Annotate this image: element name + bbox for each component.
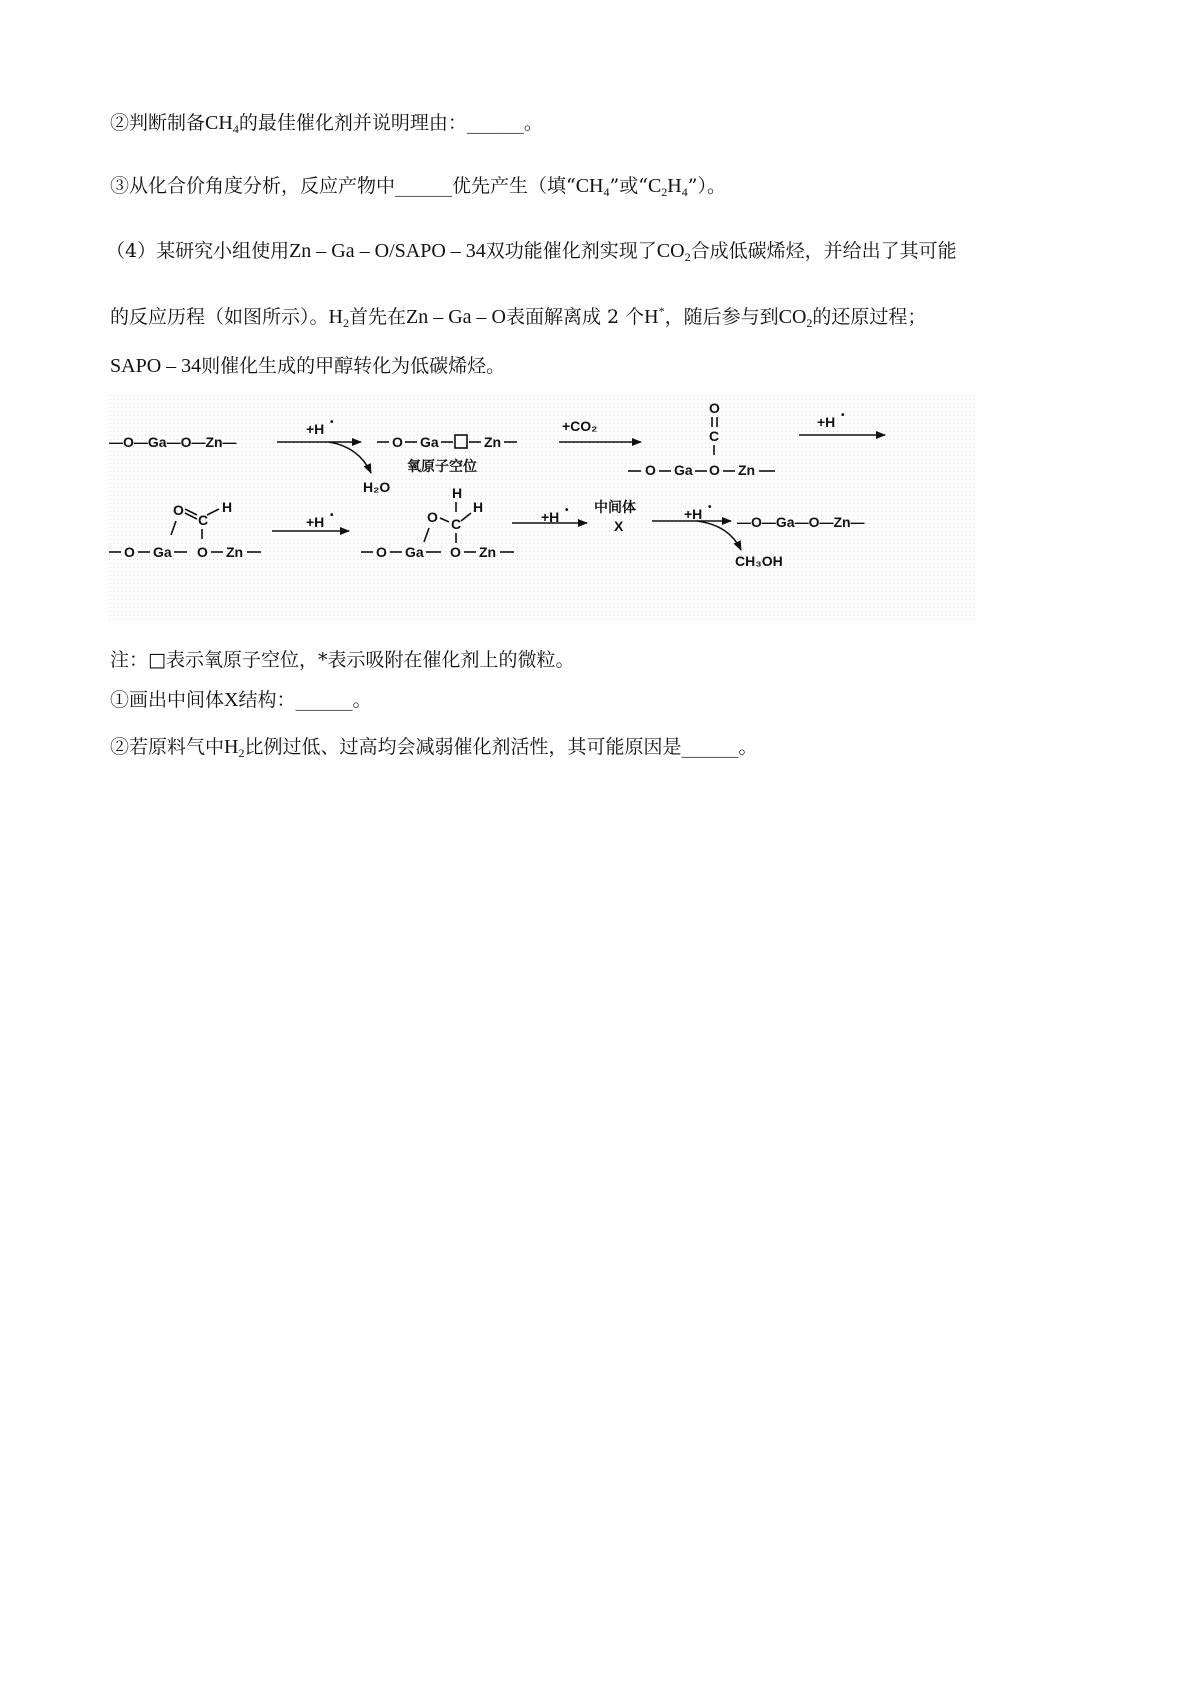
svg-text:X: X: [614, 518, 624, 534]
ch3oh-product: CH₃OH: [735, 553, 783, 569]
sapo-formula: SAPO – 34: [110, 355, 202, 377]
svg-text:H: H: [452, 485, 463, 501]
svg-text:Ga: Ga: [153, 544, 172, 560]
svg-text:O: O: [376, 544, 387, 560]
svg-text:O: O: [392, 434, 403, 450]
svg-text:Ga: Ga: [405, 544, 424, 560]
zn-ga-o-formula: Zn – Ga – O: [405, 306, 506, 328]
qh2-text: ②若原料气中: [110, 736, 225, 758]
question-2-line: [110, 112, 543, 136]
chain-start: —O—Ga—O—Zn—: [109, 434, 237, 450]
svg-text:O: O: [709, 400, 720, 416]
x-symbol: X: [224, 689, 239, 711]
catalyst-formula: Zn – Ga – O/SAPO – 34: [289, 240, 486, 262]
question-h2-ratio: [110, 736, 758, 760]
ch4-formula: $CH_4$: [575, 175, 610, 199]
p4-l1-b: 双功能催化剂实现了: [485, 240, 657, 262]
svg-text:•: •: [708, 502, 712, 513]
p4-l2-a: 的反应历程（如图所示）。: [110, 306, 329, 328]
h-star-formula: H*: [644, 304, 665, 328]
q2-tail: 的最佳催化剂并说明理由：______。: [238, 112, 543, 134]
svg-text:+CO₂: +CO₂: [562, 418, 598, 434]
co2-formula: $CO_2$: [778, 306, 813, 330]
svg-text:Zn: Zn: [484, 434, 502, 450]
svg-text:O: O: [450, 544, 461, 560]
part-4-line-1: [106, 240, 957, 264]
q3-text: ③从化合价角度分析，反应产物中______优先产生（填“: [110, 175, 576, 197]
svg-text:Zn: Zn: [738, 462, 756, 478]
svg-text:Ga: Ga: [420, 434, 439, 450]
chain-final: —O—Ga—O—Zn—: [737, 514, 865, 530]
svg-text:+H: +H: [306, 421, 325, 437]
svg-text:•: •: [841, 410, 845, 421]
svg-text:•: •: [330, 417, 334, 428]
h2o-product: H₂O: [363, 479, 391, 495]
svg-text:Ga: Ga: [674, 462, 693, 478]
svg-text:+H: +H: [306, 514, 325, 530]
p4-l2-d: ，随后参与到: [664, 306, 779, 328]
svg-text:中间体: 中间体: [594, 500, 636, 516]
svg-text:O: O: [173, 502, 184, 518]
q3-tail: ”）。: [687, 175, 726, 197]
p4-l2-e: 的还原过程；: [812, 306, 927, 328]
part-4-line-3: [110, 356, 505, 376]
part-4-line-2: [110, 304, 927, 330]
c2h4-formula: $C_2H_4$: [647, 175, 688, 199]
reaction-mechanism-diagram: [109, 395, 975, 621]
svg-text:+H: +H: [817, 414, 836, 430]
svg-text:+H: +H: [541, 509, 560, 525]
svg-text:O: O: [197, 544, 208, 560]
ch4-formula: $CH_4$: [205, 112, 239, 136]
h2-formula: $H_2$: [328, 306, 349, 330]
svg-text:H: H: [222, 499, 233, 515]
qx-tail: 结构：______。: [238, 689, 372, 711]
p4-l2-b: 首先在: [348, 306, 406, 328]
co2-formula: $CO_2$: [656, 240, 691, 264]
p4-l3-a: 则催化生成的甲醇转化为低碳烯烃。: [201, 355, 506, 377]
svg-text:•: •: [565, 505, 569, 516]
p4-l2-c: 表面解离成 2 个: [505, 306, 645, 328]
qx-text: ①画出中间体: [110, 689, 225, 711]
svg-text:O: O: [124, 544, 135, 560]
svg-text:Zn: Zn: [479, 544, 497, 560]
svg-text:O: O: [645, 462, 656, 478]
svg-text:C: C: [451, 516, 462, 532]
svg-text:C: C: [198, 512, 209, 528]
svg-text:•: •: [330, 510, 334, 521]
qh2-tail: 比例过低、过高均会减弱催化剂活性，其可能原因是______。: [244, 736, 758, 758]
question-draw-x: [110, 690, 371, 710]
p4-l1-c: 合成低碳烯烃，并给出了其可能: [690, 240, 957, 262]
question-3-line: [110, 175, 726, 199]
p4-l1-a: （4）某研究小组使用: [106, 240, 290, 262]
svg-text:H: H: [473, 499, 484, 515]
svg-text:O: O: [427, 509, 438, 525]
svg-text:+H: +H: [684, 506, 703, 522]
h2-formula: $H_2$: [224, 736, 245, 760]
diagram-note: 注：□表示氧原子空位，*表示吸附在催化剂上的微粒。: [110, 649, 575, 671]
q3-mid: ”或“: [609, 175, 648, 197]
svg-text:C: C: [709, 428, 720, 444]
svg-text:Zn: Zn: [226, 544, 244, 560]
diagram-background: [109, 395, 975, 621]
oxygen-vacancy-label: 氧原子空位: [407, 459, 477, 475]
svg-text:O: O: [709, 462, 720, 478]
q2-text: ②判断制备: [110, 112, 206, 134]
